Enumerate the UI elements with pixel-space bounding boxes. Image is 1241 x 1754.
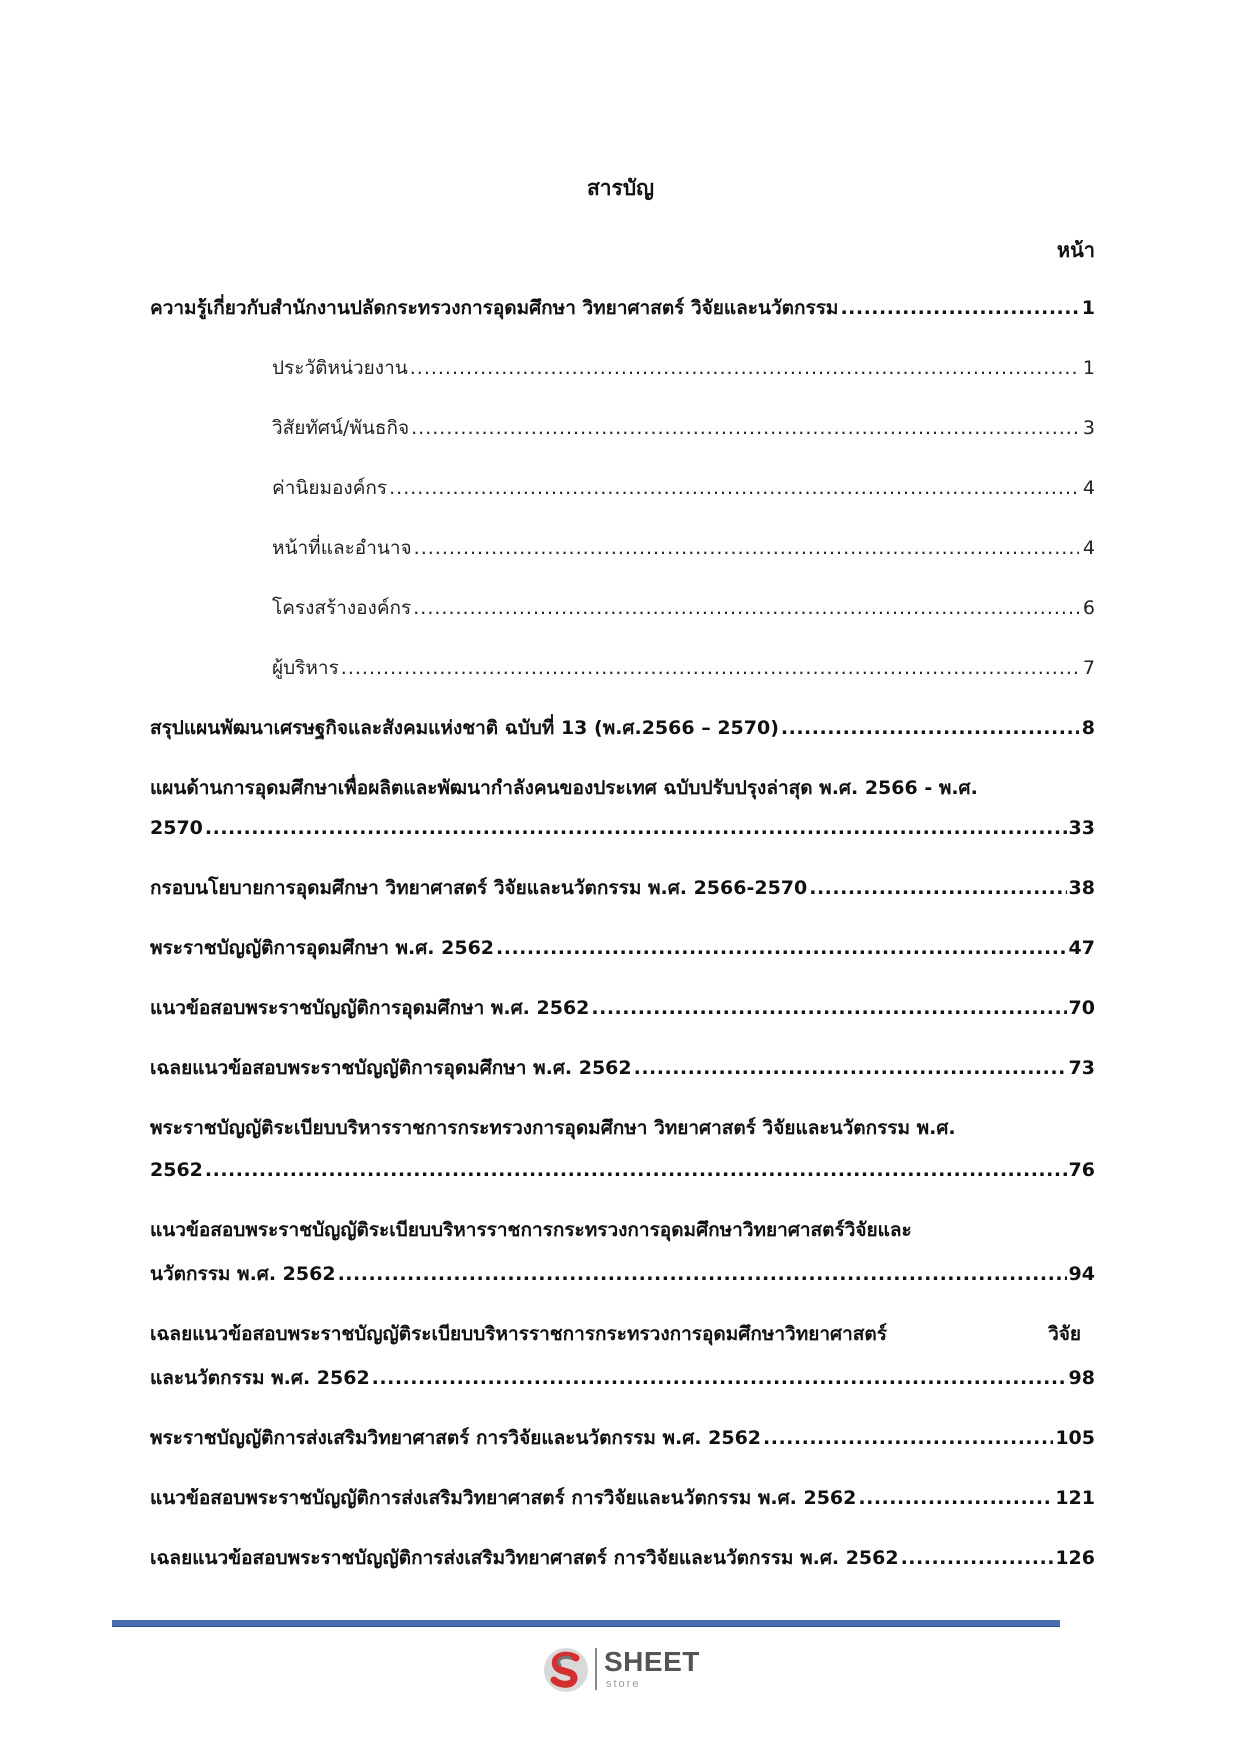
toc-page-number: 47 [1068,937,1095,959]
toc-subentry[interactable] [272,416,1095,440]
toc-entry-title: กรอบนโยบายการอุดมศึกษา วิทยาศาสตร์ วิจัยและนวัตกรรม พ.ศ. 2566-2570 [150,877,808,899]
toc-page-number: 73 [1068,1057,1095,1079]
toc-entry-title: เฉลยแนวข้อสอบพระราชบัญญัติการส่งเสริมวิทยาศาสตร์ การวิจัยและนวัตกรรม พ.ศ. 2562 [150,1547,899,1569]
toc-entry[interactable] [150,1426,1095,1450]
toc-entry-line1[interactable] [150,776,1095,800]
toc-entry-title: พระราชบัญญัติระเบียบบริหารราชการกระทรวงการอุดมศึกษา วิทยาศาสตร์ วิจัยและนวัตกรรม พ.ศ. [150,1117,956,1139]
toc-entry[interactable] [150,876,1095,900]
footer-divider [112,1620,1060,1627]
toc-entry[interactable] [150,1158,1095,1182]
toc-page-number: 33 [1068,817,1095,839]
toc-subentry[interactable] [272,536,1095,560]
dot-leader [634,1056,1067,1080]
toc-entry-title: แผนด้านการอุดมศึกษาเพื่อผลิตและพัฒนากำลังคนของประเทศ ฉบับปรับปรุงล่าสุด พ.ศ. 2566 - พ.ศ. [150,777,978,799]
toc-subentry[interactable] [272,476,1095,500]
toc-page-number: 105 [1055,1427,1095,1449]
logo-wordmark: SHEET [604,1646,700,1677]
dot-leader [858,1486,1053,1510]
dot-leader [496,936,1067,960]
toc-entry-title: แนวข้อสอบพระราชบัญญัติระเบียบบริหารราชการกระทรวงการอุดมศึกษาวิทยาศาสตร์วิจัยและ [150,1219,912,1241]
toc-entry[interactable] [150,936,1095,960]
toc-entry[interactable] [150,1486,1095,1510]
toc-entry-title: ประวัติหน่วยงาน [272,357,408,379]
logo-subtext: store [606,1678,641,1690]
dot-leader [591,996,1066,1020]
dot-leader [338,1262,1067,1286]
toc-page-number: 7 [1082,657,1095,679]
toc-entry[interactable] [150,1056,1095,1080]
dot-leader [809,876,1066,900]
toc-entry[interactable] [150,996,1095,1020]
dot-leader [205,1158,1067,1182]
toc-entry-title: เฉลยแนวข้อสอบพระราชบัญญัติระเบียบบริหารราชการกระทรวงการอุดมศึกษาวิทยาศาสตร์ [150,1323,887,1345]
dot-leader [410,356,1079,380]
toc-page-number: 126 [1055,1547,1095,1569]
toc-entry-line1[interactable] [150,1116,1095,1140]
toc-page-number: 76 [1068,1159,1095,1181]
dot-leader [840,296,1079,320]
toc-page-number: 94 [1068,1263,1095,1285]
toc-entry-title: เฉลยแนวข้อสอบพระราชบัญญัติการอุดมศึกษา พ.ศ. 2562 [150,1057,632,1079]
toc-entry-line1[interactable] [150,1218,1095,1242]
sheet-store-logo [540,1642,710,1696]
toc-entry-title: แนวข้อสอบพระราชบัญญัติการอุดมศึกษา พ.ศ. 2562 [150,997,590,1019]
toc-entry-title: วิสัยทัศน์/พันธกิจ [272,417,410,439]
toc-subentry[interactable] [272,356,1095,380]
toc-entry[interactable] [150,1366,1095,1390]
dot-leader [781,716,1079,740]
logo-divider [595,1648,597,1690]
toc-entry-title-cont: 2570 [150,817,203,839]
toc-entry-title-tail: วิจัย [1048,1323,1081,1345]
dot-leader [414,536,1079,560]
toc-entry-title-cont: นวัตกรรม พ.ศ. 2562 [150,1263,336,1285]
toc-page-number: 38 [1068,877,1095,899]
dot-leader [763,1426,1053,1450]
dot-leader [205,816,1067,840]
toc-entry-title-cont: และนวัตกรรม พ.ศ. 2562 [150,1367,370,1389]
toc-entry-title: แนวข้อสอบพระราชบัญญัติการส่งเสริมวิทยาศาสตร์ การวิจัยและนวัตกรรม พ.ศ. 2562 [150,1487,857,1509]
toc-page-number: 1 [1081,297,1095,319]
toc-entry-line1[interactable] [150,1322,1095,1346]
toc-page-number: 4 [1082,477,1095,499]
toc-entry-title: พระราชบัญญัติการอุดมศึกษา พ.ศ. 2562 [150,937,495,959]
page-title: สารบัญ [586,176,655,200]
toc-entry[interactable] [150,816,1095,840]
toc-entry-title: พระราชบัญญัติการส่งเสริมวิทยาศาสตร์ การวิจัยและนวัตกรรม พ.ศ. 2562 [150,1427,762,1449]
toc-entry[interactable] [150,296,1095,320]
toc-subentry[interactable] [272,596,1095,620]
s-logo-icon [540,1644,592,1696]
dot-leader [901,1546,1054,1570]
toc-page-number: 6 [1082,597,1095,619]
toc-page-number: 3 [1082,417,1095,439]
toc-page-number: 1 [1082,357,1095,379]
toc-entry-title: สรุปแผนพัฒนาเศรษฐกิจและสังคมแห่งชาติ ฉบับที่ 13 (พ.ศ.2566 – 2570) [150,717,779,739]
toc-page-number: 121 [1055,1487,1095,1509]
toc-page-number: 70 [1068,997,1095,1019]
toc-subentry[interactable] [272,656,1095,680]
toc-entry-title: โครงสร้างองค์กร [272,597,412,619]
toc-entry[interactable] [150,1546,1095,1570]
toc-page-number: 98 [1068,1367,1095,1389]
dot-leader [372,1366,1067,1390]
toc-entry[interactable] [150,1262,1095,1286]
toc-entry-title-cont: 2562 [150,1159,203,1181]
dot-leader [341,656,1079,680]
toc-entry-title: หน้าที่และอำนาจ [272,537,412,559]
dot-leader [413,596,1079,620]
toc-entry-title: ผู้บริหาร [272,657,339,679]
toc-page-number: 4 [1082,537,1095,559]
page-column-header: หน้า [1056,238,1095,262]
dot-leader [411,416,1079,440]
toc-page-number: 8 [1081,717,1095,739]
dot-leader [389,476,1079,500]
toc-entry-title: ค่านิยมองค์กร [272,477,388,499]
toc-entry-title: ความรู้เกี่ยวกับสำนักงานปลัดกระทรวงการอุดมศึกษา วิทยาศาสตร์ วิจัยและนวัตกรรม [150,297,839,319]
toc-entry[interactable] [150,716,1095,740]
